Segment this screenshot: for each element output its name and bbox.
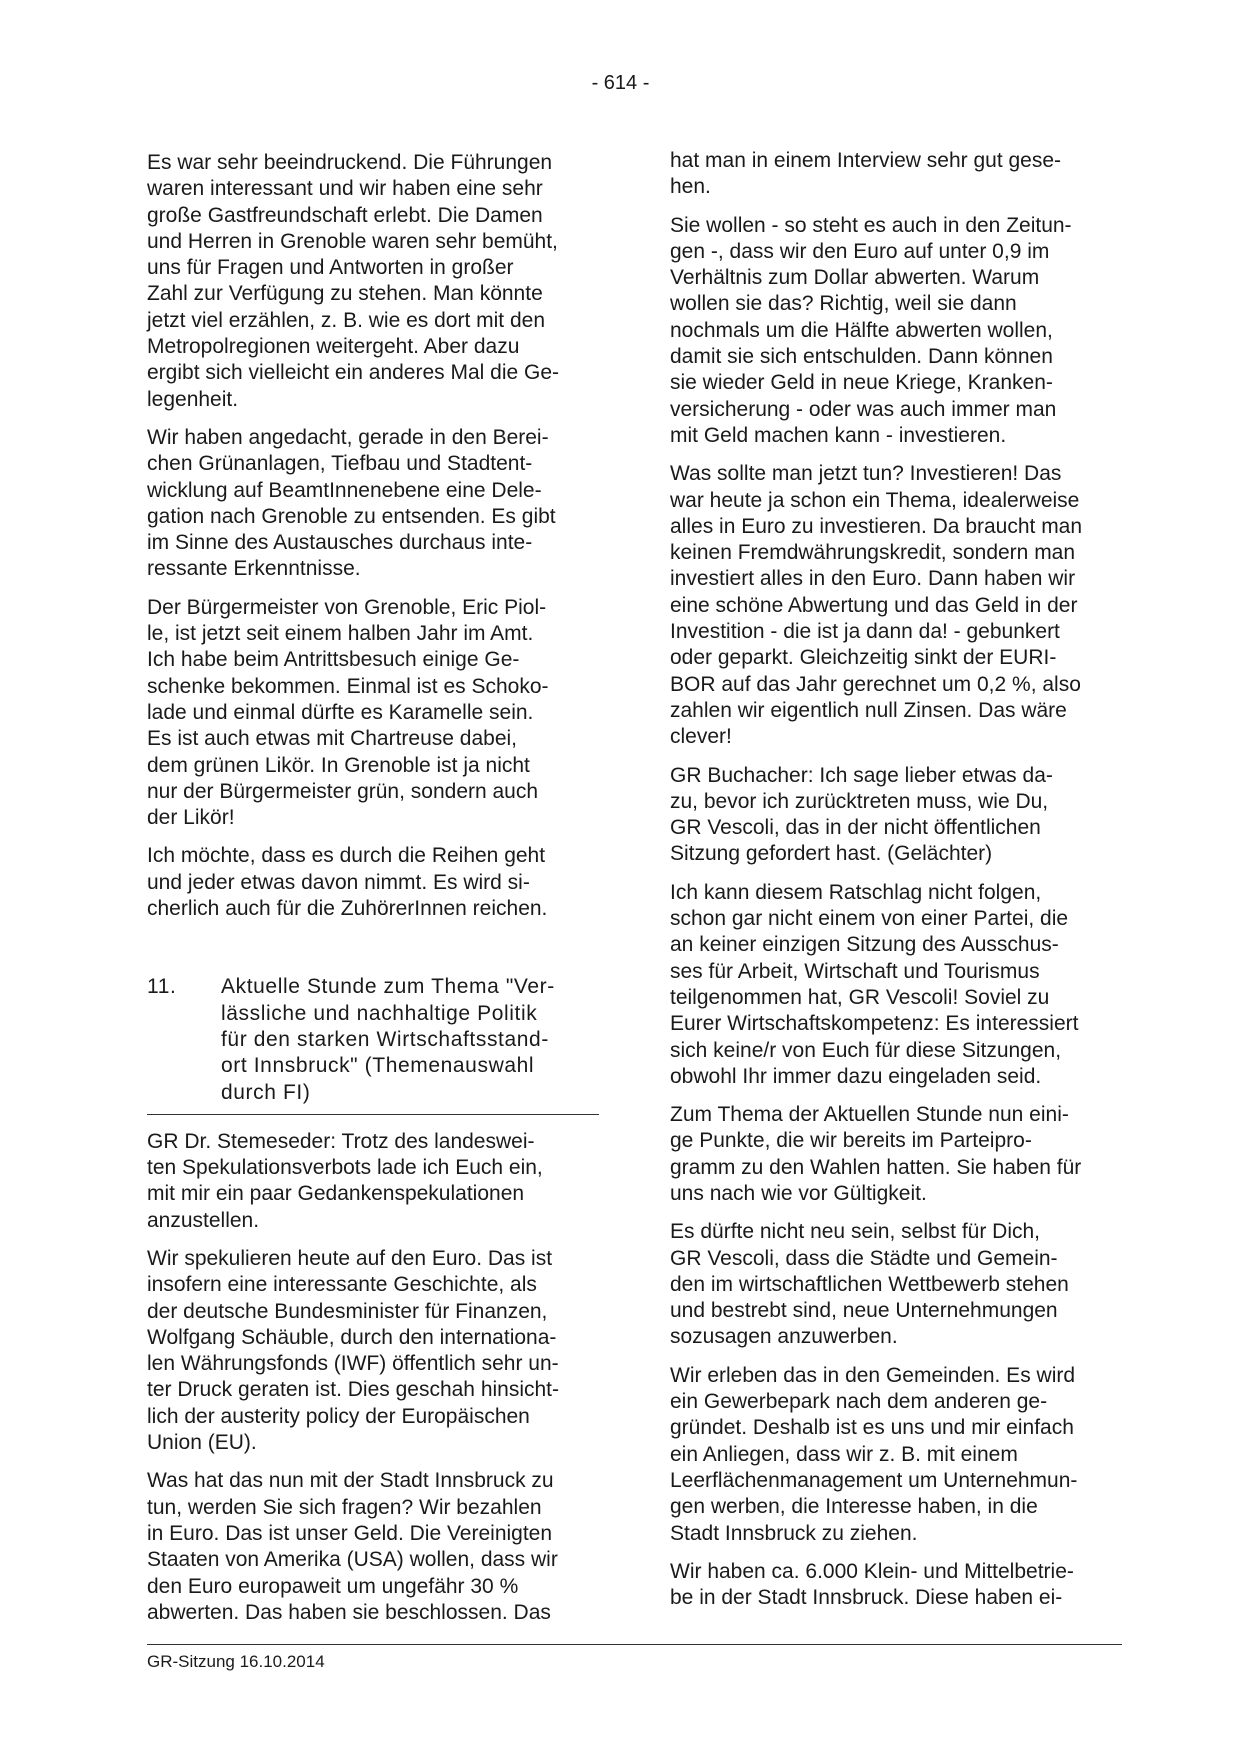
right-column (670, 148, 1122, 1623)
paragraph: Was hat das nun mit der Stadt Innsbruck zu tun, werden Sie sich fragen? Wir bezahlen in Euro. Das ist unser Geld. Die Vereinigten Staaten von Amerika (USA) wollen, dass wir den Euro europaweit um ungefähr 30 % abwerten. Das haben sie beschlossen. Das (147, 1469, 558, 1624)
paragraph: Ich kann diesem Ratschlag nicht folgen, schon gar nicht einem von einer Partei, die an keiner einzigen Sitzung des Ausschus- ses für Arbeit, Wirtschaft und Tourismus teilgenommen hat, GR Vescoli! Soviel zu Eurer Wirtschaftskompetenz: Es interessiert sich keine/r von Euch für diese Sitzungen, obwohl Ihr immer dazu eingeladen seid. (670, 880, 1079, 1088)
left-column (147, 150, 599, 1638)
agenda-item-number: 11. (147, 975, 177, 999)
paragraph: Was sollte man jetzt tun? Investieren! Das war heute ja schon ein Thema, idealerweise alles in Euro zu investieren. Da braucht man keinen Fremdwährungskredit, sondern man investiert alles in den Euro. Dann haben wir eine schöne Abwertung und das Geld in der Investition - die ist ja dann da! - gebunkert oder geparkt. Gleichzeitig sinkt der EURI- BOR auf das Jahr gerechnet um 0,2 %, also zahlen wir eigentlich null Zinsen. Das wäre clever! (670, 462, 1083, 749)
paragraph: Der Bürgermeister von Grenoble, Eric Piol- le, ist jetzt seit einem halben Jahr im Amt. Ich habe beim Antrittsbesuch einige Ge- schenke bekommen. Einmal ist es Schoko- lade und einmal dürfte es Karamelle sein. Es ist auch etwas mit Chartreuse dabei, dem grünen Likör. In Grenoble ist ja nicht nur der Bürgermeister grün, sondern auch der Likör! (147, 595, 549, 830)
paragraph: Wir erleben das in den Gemeinden. Es wird ein Gewerbepark nach dem anderen ge- gründet. Deshalb ist es uns und mir einfach ein Anliegen, dass wir z. B. mit einem Leerflächenmanagement um Unternehmun- gen werben, die Interesse haben, in die Stadt Innsbruck zu ziehen. (670, 1363, 1078, 1545)
page-number: - 614 - (591, 72, 650, 94)
paragraph: Wir spekulieren heute auf den Euro. Das ist insofern eine interessante Geschichte, als der deutsche Bundesminister für Finanzen, Wolfgang Schäuble, durch den internationa- len Währungsfonds (IWF) öffentlich sehr un- ter Druck geraten ist. Dies geschah hinsicht- lich der austerity policy der Europäischen Union (EU). (147, 1246, 560, 1455)
paragraph: Es war sehr beeindruckend. Die Führungen waren interessant und wir haben eine sehr große Gastfreundschaft erlebt. Die Damen und Herren in Grenoble waren sehr bemüht, uns für Fragen und Antworten in großer Zahl zur Verfügung zu stehen. Man könnte jetzt viel erzählen, z. B. wie es dort mit den Metropolregionen weitergeht. Aber dazu ergibt sich vielleicht ein anderes Mal die Ge- legenheit. (147, 151, 560, 411)
agenda-item-title: Aktuelle Stunde zum Thema "Ver- lässliche und nachhaltige Politik für den starken Wirtschaftsstand- ort Innsbruck" (Themenauswahl durch FI) (221, 975, 555, 1104)
paragraph: GR Buchacher: Ich sage lieber etwas da- zu, bevor ich zurücktreten muss, wie Du, GR Vescoli, das in der nicht öffentlichen Sitzung gefordert hast. (Gelächter) (670, 763, 1053, 866)
paragraph: Ich möchte, dass es durch die Reihen geht und jeder etwas davon nimmt. Es wird si- cherlich auch für die ZuhörerInnen reichen. (147, 844, 548, 921)
paragraph: Wir haben ca. 6.000 Klein- und Mittelbetrie- be in der Stadt Innsbruck. Diese haben ei- (670, 1559, 1074, 1610)
footer-session-date: GR-Sitzung 16.10.2014 (147, 1652, 325, 1671)
paragraph: Zum Thema der Aktuellen Stunde nun eini- ge Punkte, die wir bereits im Parteipro- gramm zu den Wahlen hatten. Sie haben für uns nach wie vor Gültigkeit. (670, 1103, 1082, 1205)
paragraph: hat man in einem Interview sehr gut gese- hen. (670, 149, 1062, 199)
footer-divider (147, 1644, 1122, 1645)
paragraph: GR Dr. Stemeseder: Trotz des landeswei- ten Spekulationsverbots lade ich Euch ein, mit mir ein paar Gedankenspekulationen anzustellen. (147, 1129, 543, 1232)
agenda-item-heading (147, 974, 599, 1114)
paragraph: Sie wollen - so steht es auch in den Zeitun- gen -, dass wir den Euro auf unter 0,9 im Verhältnis zum Dollar abwerten. Warum wollen sie das? Richtig, weil sie dann nochmals um die Hälfte abwerten wollen, damit sie sich entschulden. Dann können sie wieder Geld in neue Kriege, Kranken- versicherung - oder was auch immer man mit Geld machen kann - investieren. (670, 213, 1072, 447)
paragraph: Es dürfte nicht neu sein, selbst für Dich, GR Vescoli, dass die Städte und Gemein- den im wirtschaftlichen Wettbewerb stehen und bestrebt sind, neue Unternehmungen sozusagen anzuwerben. (670, 1220, 1069, 1349)
paragraph: Wir haben angedacht, gerade in den Berei- chen Grünanlagen, Tiefbau und Stadtent- wicklung auf BeamtInnenebene eine Dele- gation nach Grenoble zu entsenden. Es gibt im Sinne des Austausches durchaus inte- ressante Erkenntnisse. (147, 425, 556, 581)
